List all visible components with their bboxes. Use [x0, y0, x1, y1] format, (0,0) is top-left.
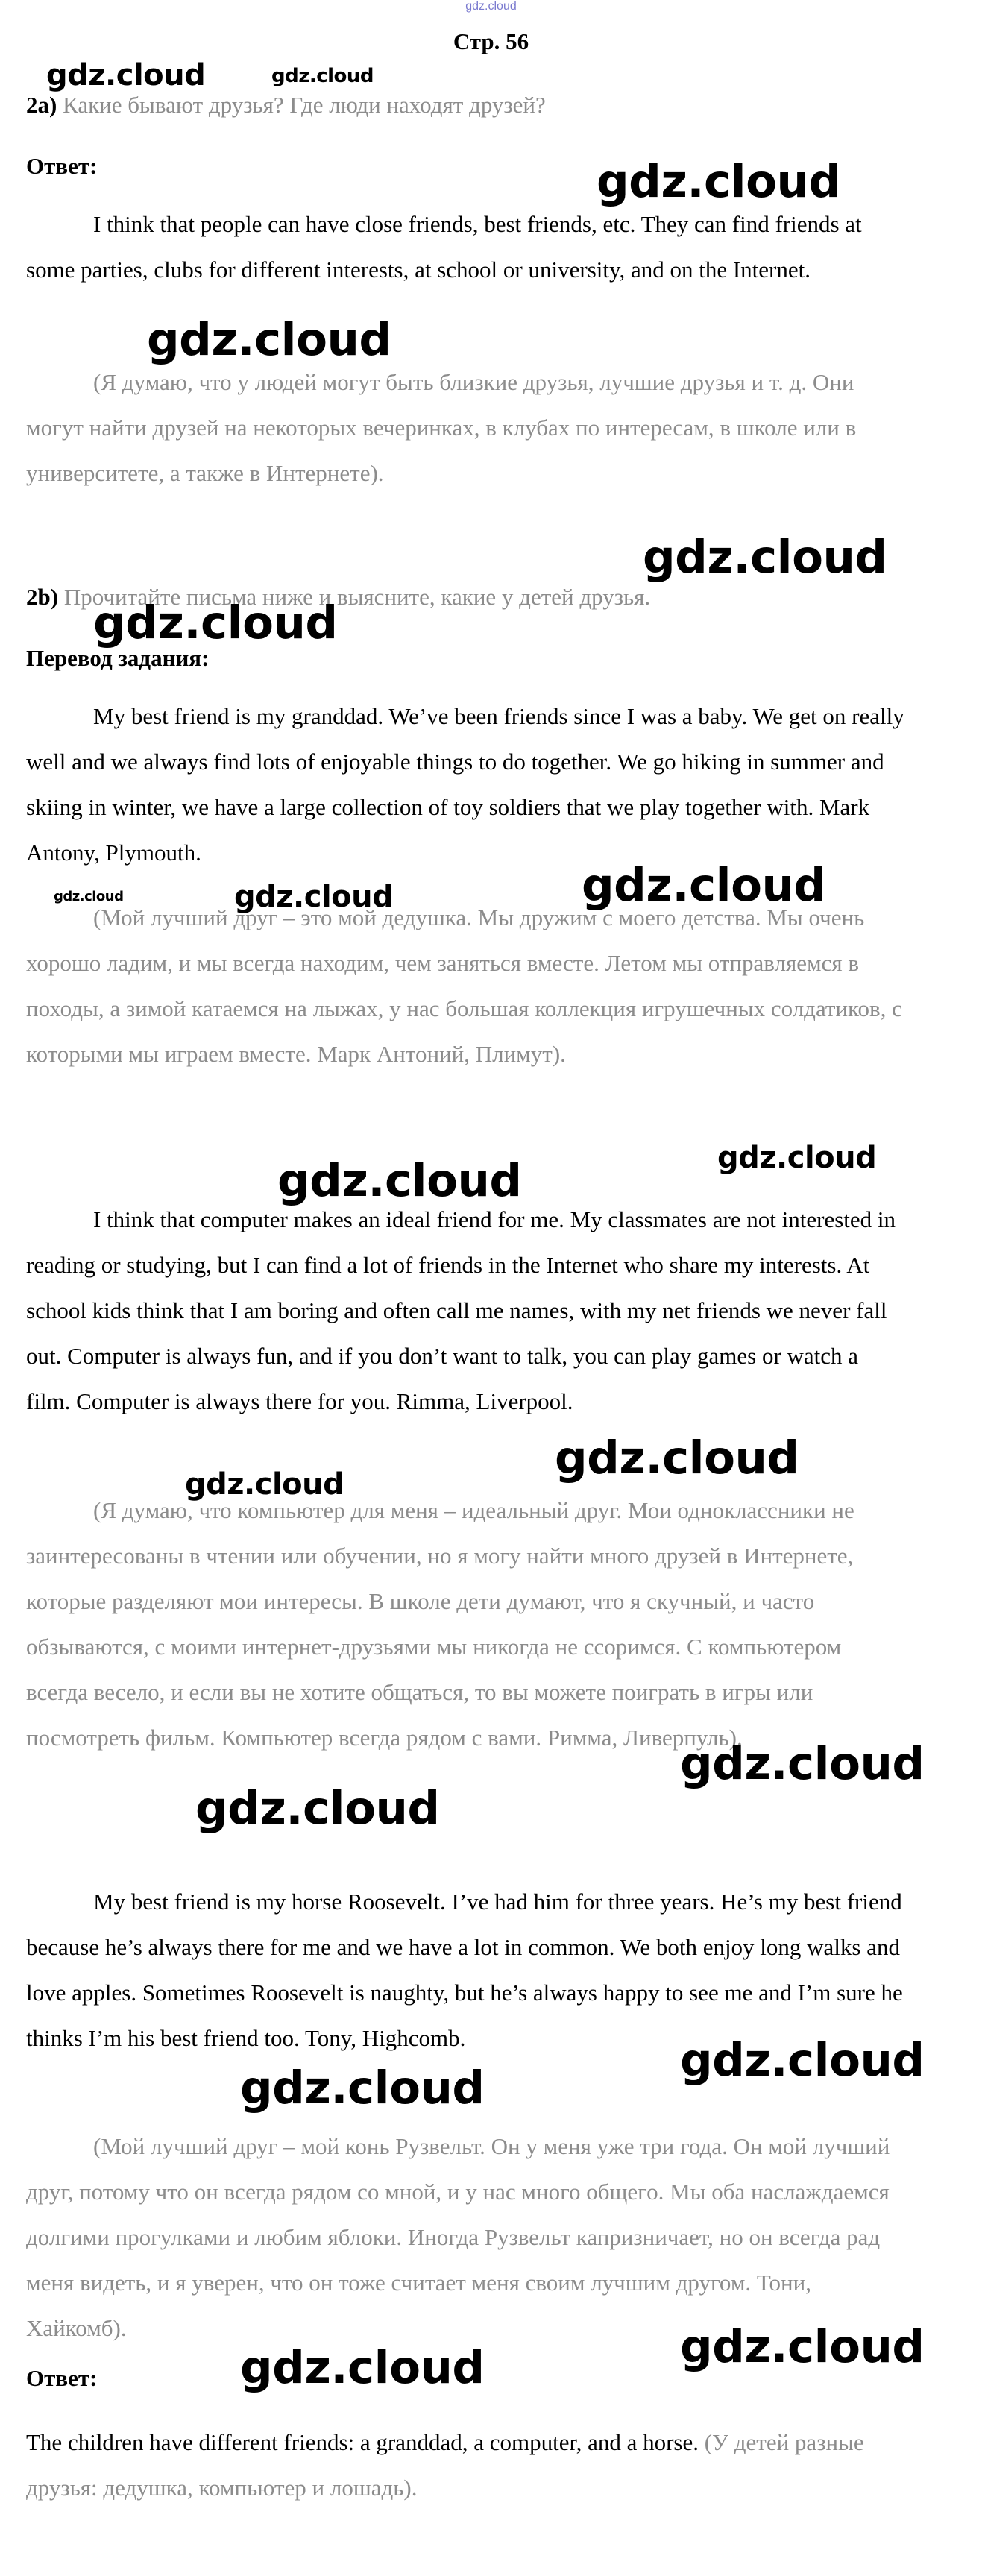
- task-2a-label: 2a): [26, 92, 57, 118]
- watermark: gdz.cloud: [271, 65, 374, 87]
- watermark: gdz.cloud: [240, 2062, 485, 2114]
- letter-2-en: I think that computer makes an ideal friend for me. My classmates are not interested in reading or studying, but I can find a lot of friends in the Internet who share my interests. At school kids think that I am boring and often call me names, with my net friends we never fall out. Computer is always fun, and if you don’t want to talk, you can play games or watch a film. Computer is always there for you. Rimma, Liverpool.: [26, 1206, 896, 1414]
- task-2a-answer-en: I think that people can have close friends, best friends, etc. They can find friends at some parties, clubs for different interests, at school or university, and on the Internet.: [26, 211, 862, 283]
- task-2b-label: 2b): [26, 584, 59, 610]
- watermark: gdz.cloud: [54, 889, 124, 904]
- watermark: gdz.cloud: [277, 1154, 522, 1207]
- letter-3-en: My best friend is my horse Roosevelt. I’ve had him for three years. He’s my best friend because he’s always there for me and we have a lot in common. We both enjoy long walks and love apples. Sometimes Roosevelt is naughty, but he’s always happy to see me and I’m sure he thinks I’m his best friend too. Tony, Highcomb.: [26, 1889, 903, 2051]
- task-2a-question-text: Какие бывают друзья? Где люди находят друзей?: [63, 92, 546, 118]
- page-title: Стр. 56: [453, 28, 529, 54]
- task-2b-question-text: Прочитайте письма ниже и выясните, какие у детей друзья.: [63, 584, 651, 610]
- watermark: gdz.cloud: [555, 1432, 799, 1484]
- watermark: gdz.cloud: [582, 859, 826, 912]
- watermark: gdz.cloud: [93, 596, 338, 649]
- watermark: gdz.cloud: [46, 58, 206, 92]
- watermark: gdz.cloud: [680, 2034, 925, 2087]
- watermark: gdz.cloud: [717, 1141, 877, 1175]
- watermark: gdz.cloud: [195, 1782, 440, 1835]
- source-mark: gdz.cloud: [465, 0, 517, 13]
- task-2b-translation-label: Перевод задания:: [26, 645, 210, 671]
- watermark: gdz.cloud: [234, 880, 394, 914]
- task-2b-answer-label: Ответ:: [26, 2365, 98, 2391]
- watermark: gdz.cloud: [147, 313, 391, 366]
- watermark: gdz.cloud: [185, 1467, 344, 1502]
- task-2b-answer-en: The children have different friends: a granddad, a computer, and a horse.: [26, 2429, 699, 2455]
- task-2a-answer-ru: (Я думаю, что у людей могут быть близкие друзья, лучшие друзья и т. д. Они могут найти друзей на некоторых вечеринках, в клубах по интересам, в школе или в университете, а также в Интернете).: [26, 369, 857, 486]
- task-2b-answer-ru: (У детей разные друзья: дедушка, компьютер и лошадь).: [26, 2429, 864, 2501]
- task-2b-answer: [26, 2419, 906, 2510]
- letter-1-en: My best friend is my granddad. We’ve been friends since I was a baby. We get on really well and we always find lots of enjoyable things to do together. We go hiking in summer and skiing in winter, we have a large collection of toy soldiers that we play together with. Mark Antony, Plymouth.: [26, 703, 904, 866]
- watermark: gdz.cloud: [680, 2320, 925, 2373]
- letter-3-ru: (Мой лучший друг – мой конь Рузвельт. Он у меня уже три года. Он мой лучший друг, потому что он всегда рядом со мной, и у нас много общего. Мы оба наслаждаемся долгими прогулками и любим яблоки. Иногда Рузвельт капризничает, но он всегда рад меня видеть, и я уверен, что он тоже считает меня своим лучшим другом. Тони, Хайкомб).: [26, 2133, 890, 2341]
- watermark: gdz.cloud: [240, 2341, 485, 2394]
- watermark: gdz.cloud: [680, 1737, 925, 1790]
- watermark: gdz.cloud: [597, 155, 841, 208]
- letter-2-ru: (Я думаю, что компьютер для меня – идеальный друг. Мои одноклассники не заинтересованы в чтении или обучении, но я могу найти много друзей в Интернете, которые разделяют мои интересы. В школе дети думают, что я скучный, и часто обзываются, с моими интернет-друзьями мы никогда не ссоримся. С компьютером всегда весело, и если вы не хотите общаться, то вы можете поиграть в игры или посмотреть фильм. Компьютер всегда рядом с вами. Римма, Ливерпуль).: [26, 1497, 854, 1751]
- letter-1-ru: (Мой лучший друг – это мой дедушка. Мы дружим с моего детства. Мы очень хорошо ладим, и мы всегда находим, чем заняться вместе. Летом мы отправляемся в походы, а зимой катаемся на лыжах, у нас большая коллекция игрушечных солдатиков, с которыми мы играем вместе. Марк Антоний, Плимут).: [26, 904, 902, 1067]
- watermark: gdz.cloud: [643, 531, 887, 584]
- task-2a-answer-label: Ответ:: [26, 153, 98, 179]
